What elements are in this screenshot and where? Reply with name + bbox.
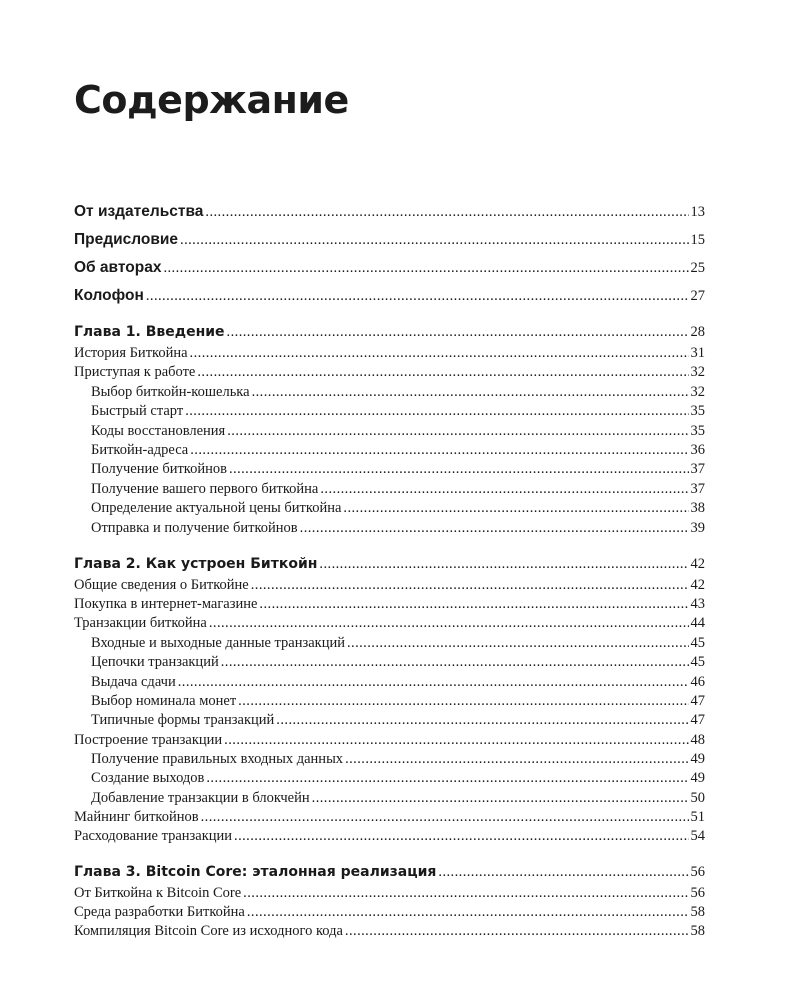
toc-page-number: 44	[690, 615, 705, 631]
toc-section[interactable]	[74, 731, 705, 749]
toc-page-number: 42	[690, 577, 705, 593]
dot-leader	[343, 499, 688, 517]
toc-page-number: 32	[690, 384, 705, 400]
toc-entry[interactable]	[74, 231, 705, 249]
toc-page-number: 32	[690, 364, 705, 380]
toc-subsection[interactable]	[91, 673, 705, 691]
toc-page-number: 45	[690, 654, 705, 670]
toc-page-number: 45	[690, 635, 705, 651]
dot-leader	[347, 634, 689, 652]
toc-section[interactable]	[74, 344, 705, 362]
dot-leader	[319, 555, 688, 573]
toc-page-number: 56	[690, 885, 705, 901]
toc-page-number: 28	[690, 324, 705, 340]
dot-leader	[178, 673, 689, 691]
toc-page-number: 31	[690, 345, 705, 361]
toc-section[interactable]	[74, 614, 705, 632]
toc-page-number: 58	[690, 904, 705, 920]
toc-entry-label: Глава 1. Введение	[74, 324, 225, 340]
toc-entry-label: Среда разработки Биткойна	[74, 904, 245, 920]
dot-leader	[252, 383, 689, 401]
toc-section[interactable]	[74, 884, 705, 902]
toc-section[interactable]	[74, 363, 705, 381]
toc-entry-label: Входные и выходные данные транзакций	[91, 635, 345, 651]
toc-entry-label: Получение вашего первого биткойна	[91, 481, 319, 497]
toc-entry[interactable]	[74, 287, 705, 305]
toc-chapter[interactable]	[74, 555, 705, 573]
toc-section[interactable]	[74, 922, 705, 940]
toc-page-number: 36	[690, 442, 705, 458]
toc-entry-label: Компиляция Bitcoin Core из исходного кода	[74, 923, 343, 939]
dot-leader	[227, 323, 689, 341]
dot-leader	[209, 614, 689, 632]
toc-entry-label: Предисловие	[74, 231, 179, 248]
toc-subsection[interactable]	[91, 653, 705, 671]
toc-page-number: 46	[690, 674, 705, 690]
dot-leader	[312, 789, 689, 807]
toc-subsection[interactable]	[91, 460, 705, 478]
dot-leader	[227, 422, 688, 440]
dot-leader	[190, 441, 688, 459]
toc-page-number: 43	[690, 596, 705, 612]
page-title: Содержание	[74, 78, 349, 122]
toc-section[interactable]	[74, 827, 705, 845]
toc-subsection[interactable]	[91, 441, 705, 459]
toc-page-number: 35	[690, 403, 705, 419]
toc-entry-label: Получение правильных входных данных	[91, 751, 344, 767]
dot-leader	[180, 231, 688, 249]
toc-page-number: 47	[690, 693, 705, 709]
toc-entry-label: Транзакции биткойна	[74, 615, 207, 631]
toc-page-number: 58	[690, 923, 705, 939]
dot-leader	[251, 576, 689, 594]
toc-entry-label: Выбор биткойн-кошелька	[91, 384, 250, 400]
dot-leader	[438, 863, 688, 881]
toc-entry-label: Приступая к работе	[74, 364, 196, 380]
toc-page-number: 37	[690, 481, 705, 497]
toc-entry-label: Глава 3. Bitcoin Core: эталонная реализация	[74, 864, 437, 880]
toc-subsection[interactable]	[91, 383, 705, 401]
toc-subsection[interactable]	[91, 480, 705, 498]
toc-entry-label: История Биткойна	[74, 345, 188, 361]
toc-subsection[interactable]	[91, 692, 705, 710]
toc-entry[interactable]	[74, 259, 705, 277]
toc-entry-label: Выдача сдачи	[91, 674, 176, 690]
dot-leader	[224, 731, 688, 749]
toc-page-number: 39	[690, 520, 705, 536]
dot-leader	[229, 460, 689, 478]
toc-page-number: 15	[690, 232, 705, 248]
toc-chapter[interactable]	[74, 323, 705, 341]
toc-page-number: 47	[690, 712, 705, 728]
toc-page-number: 27	[690, 288, 705, 304]
toc-entry-label: Быстрый старт	[91, 403, 184, 419]
toc-page-number: 37	[690, 461, 705, 477]
dot-leader	[320, 480, 688, 498]
dot-leader	[259, 595, 688, 613]
toc-page-number: 42	[690, 556, 705, 572]
toc-page-number: 50	[690, 790, 705, 806]
toc-entry[interactable]	[74, 203, 705, 221]
toc-entry-label: Коды восстановления	[91, 423, 226, 439]
toc-entry-label: Расходование транзакции	[74, 828, 233, 844]
toc-entry-label: Отправка и получение биткойнов	[91, 520, 298, 536]
dot-leader	[243, 884, 688, 902]
dot-leader	[247, 903, 689, 921]
toc-subsection[interactable]	[91, 499, 705, 517]
toc-section[interactable]	[74, 808, 705, 826]
toc-page-number: 56	[690, 864, 705, 880]
toc-entry-label: Биткойн-адреса	[91, 442, 189, 458]
toc-entry-label: Выбор номинала монет	[91, 693, 237, 709]
toc-subsection[interactable]	[91, 422, 705, 440]
toc-page-number: 51	[690, 809, 705, 825]
toc-subsection[interactable]	[91, 402, 705, 420]
dot-leader	[146, 287, 689, 305]
toc-page-number: 38	[690, 500, 705, 516]
toc-page-number: 25	[690, 260, 705, 276]
dot-leader	[300, 519, 689, 537]
toc-entry-label: Создание выходов	[91, 770, 205, 786]
dot-leader	[345, 750, 688, 768]
toc-page-number: 48	[690, 732, 705, 748]
toc-entry-label: Покупка в интернет-магазине	[74, 596, 258, 612]
toc-entry-label: Глава 2. Как устроен Биткойн	[74, 556, 318, 572]
dot-leader	[206, 769, 688, 787]
toc-chapter[interactable]	[74, 863, 705, 881]
toc-section[interactable]	[74, 595, 705, 613]
toc-subsection[interactable]	[91, 769, 705, 787]
toc-entry-label: Добавление транзакции в блокчейн	[91, 790, 310, 806]
toc-page-number: 35	[690, 423, 705, 439]
dot-leader	[185, 402, 688, 420]
dot-leader	[234, 827, 688, 845]
toc-entry-label: Общие сведения о Биткойне	[74, 577, 249, 593]
toc-subsection[interactable]	[91, 519, 705, 537]
toc-section[interactable]	[74, 903, 705, 921]
dot-leader	[345, 922, 689, 940]
dot-leader	[238, 692, 688, 710]
toc-entry-label: Построение транзакции	[74, 732, 223, 748]
dot-leader	[201, 808, 689, 826]
toc-section[interactable]	[74, 576, 705, 594]
dot-leader	[276, 711, 688, 729]
toc-subsection[interactable]	[91, 711, 705, 729]
toc-entry-label: Определение актуальной цены биткойна	[91, 500, 342, 516]
toc-entry-label: От издательства	[74, 203, 204, 220]
toc-page-number: 49	[690, 751, 705, 767]
toc-entry-label: Цепочки транзакций	[91, 654, 219, 670]
toc-entry-label: Об авторах	[74, 259, 162, 276]
dot-leader	[221, 653, 689, 671]
toc-subsection[interactable]	[91, 789, 705, 807]
toc-subsection[interactable]	[91, 750, 705, 768]
toc-entry-label: Получение биткойнов	[91, 461, 227, 477]
toc-entry-label: Майнинг биткойнов	[74, 809, 199, 825]
toc-entry-label: Типичные формы транзакций	[91, 712, 275, 728]
toc-page-number: 49	[690, 770, 705, 786]
toc-entry-label: От Биткойна к Bitcoin Core	[74, 885, 242, 901]
toc-page-number: 13	[690, 204, 705, 220]
dot-leader	[190, 344, 689, 362]
toc-entry-label: Колофон	[74, 287, 144, 304]
dot-leader	[205, 203, 688, 221]
dot-leader	[163, 259, 688, 277]
toc-page-number: 54	[690, 828, 705, 844]
dot-leader	[197, 363, 688, 381]
toc-subsection[interactable]	[91, 634, 705, 652]
